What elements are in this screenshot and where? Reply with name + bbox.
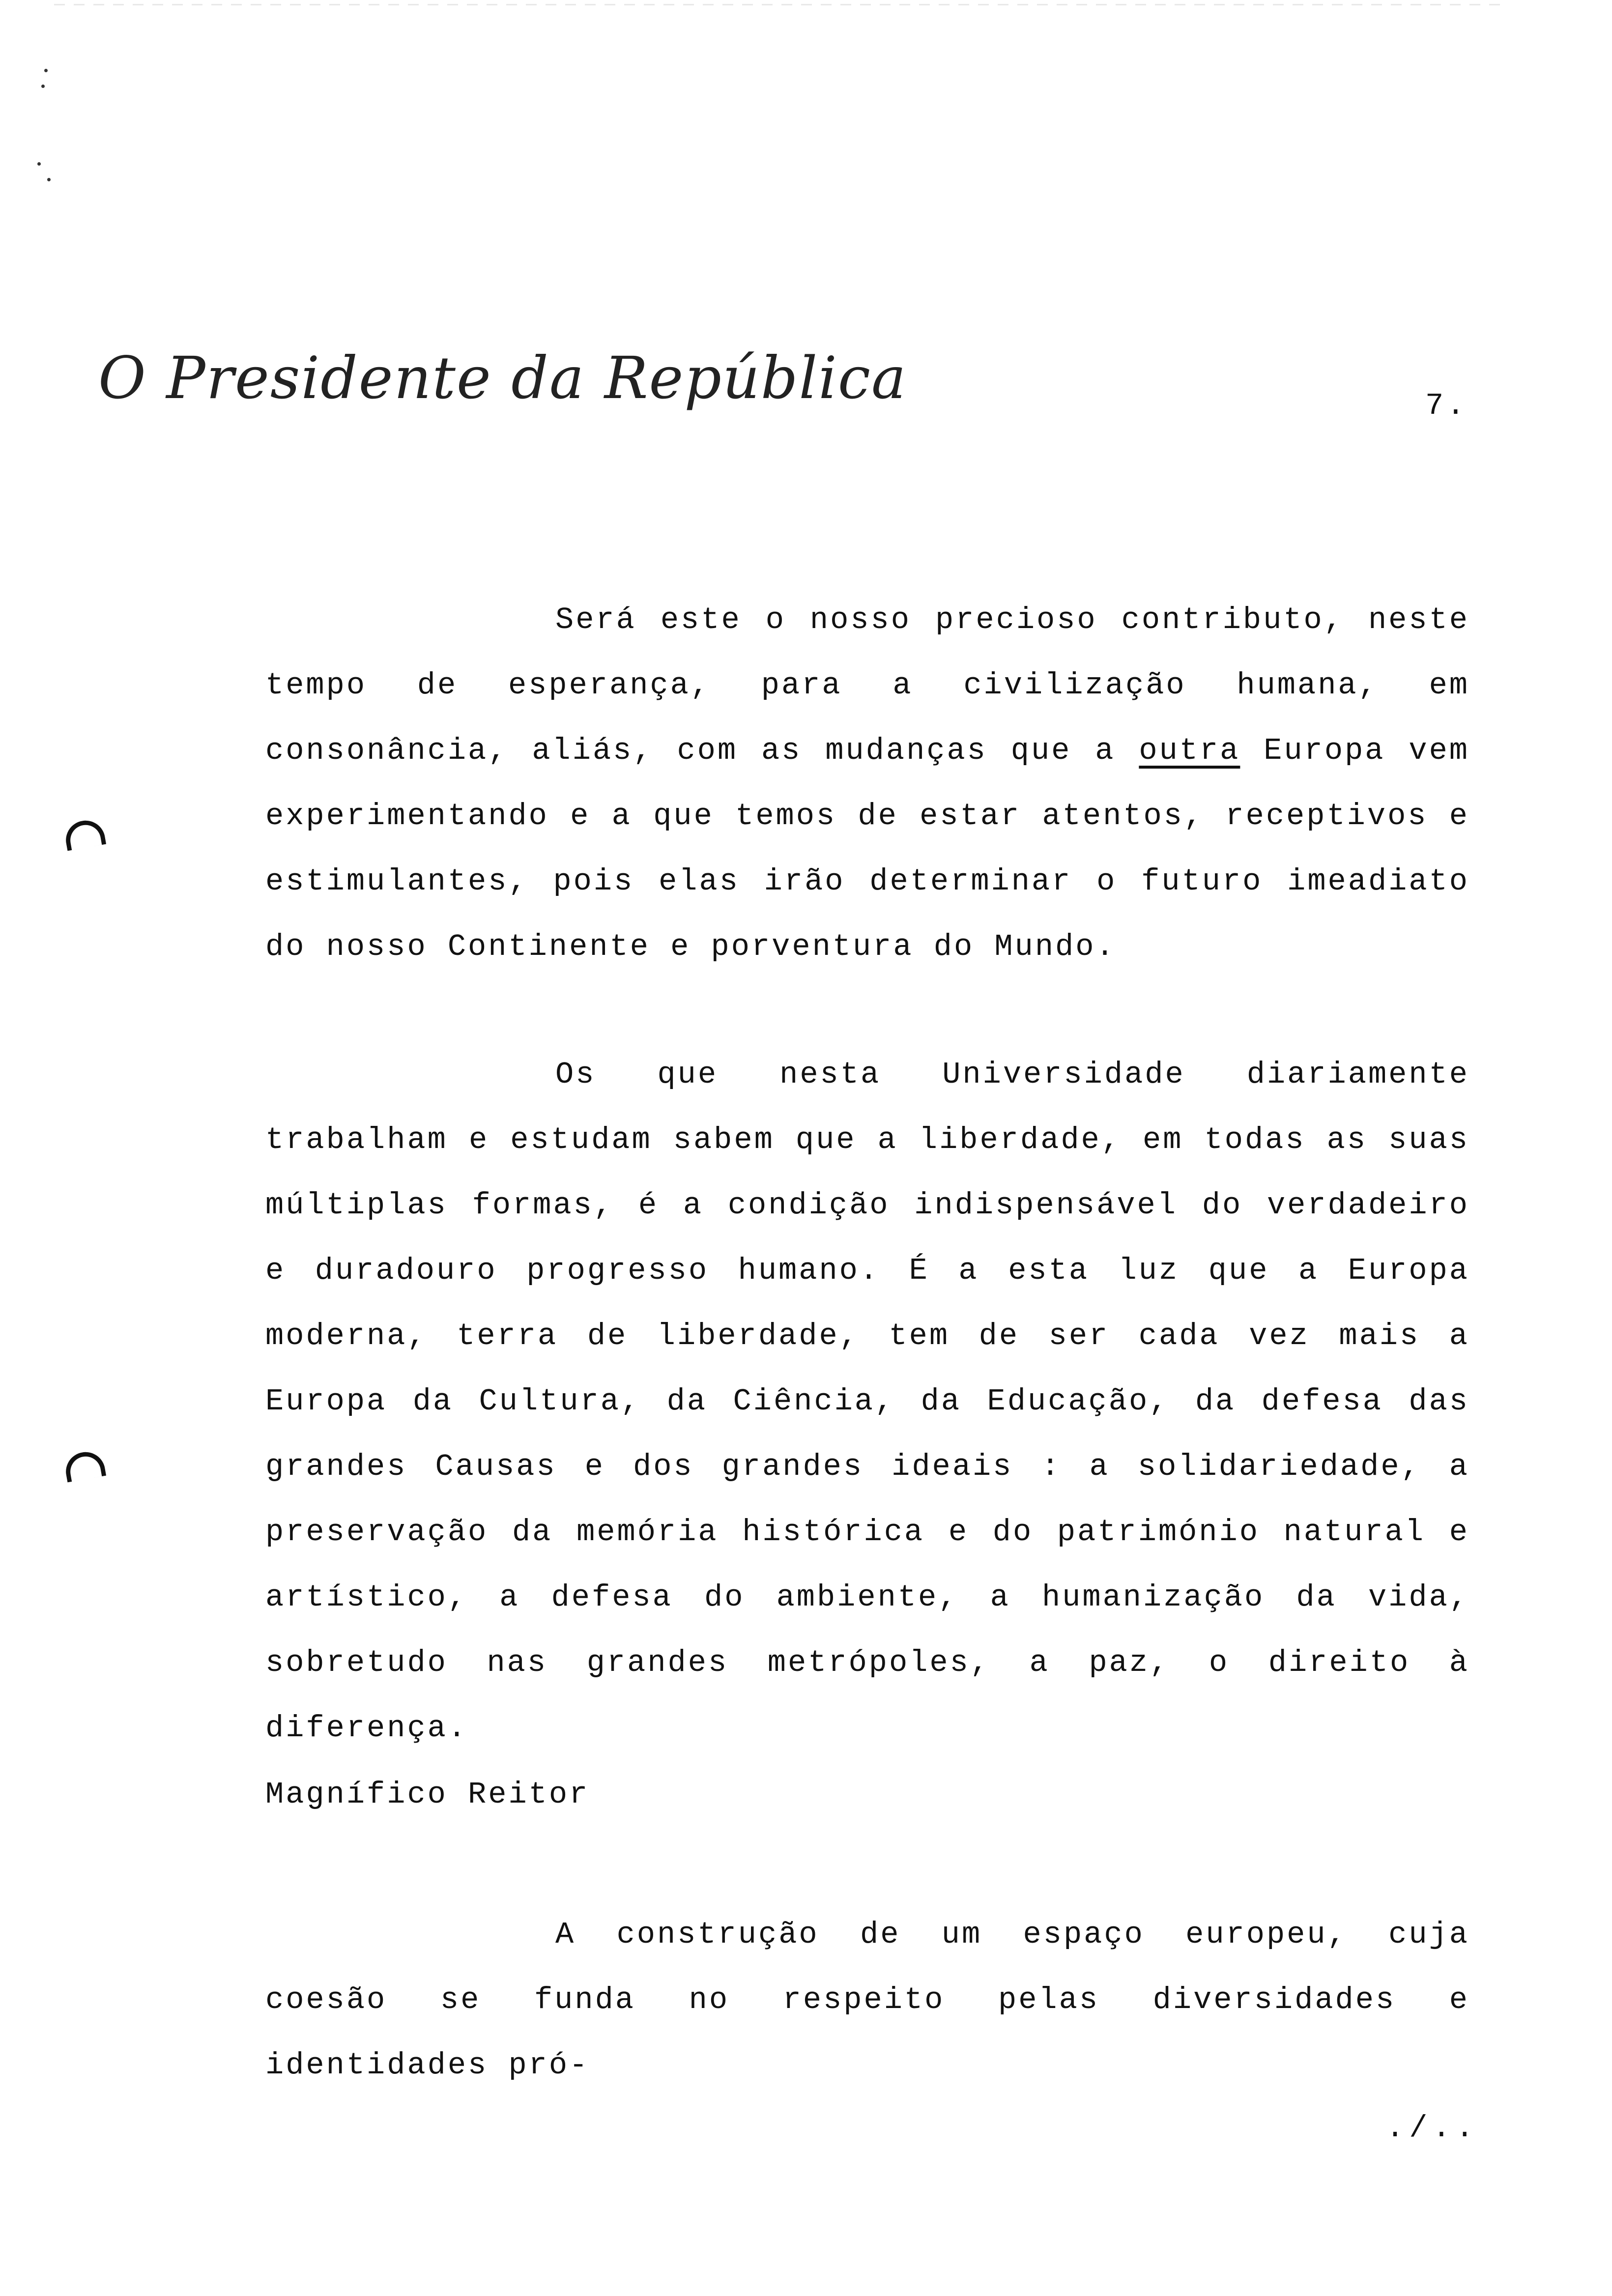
page-number: 7. <box>1425 388 1468 423</box>
paragraph-text: Os que nesta Universidade diariamente trabalham e estudam sabem que a liberdade, em todas as suas múltiplas formas, é a condição indispensável do verdadeiro e duradouro progresso humano. É a esta luz que a Europa moderna, terra de liberdade, tem de ser cada vez mais a Europa da Cultura, da Ciência, da Educação, da defesa das grandes Causas e dos grandes ideais : a solidariedade, a preservação da memória histórica e do património natural e artístico, a defesa do ambiente, a humanização da vida, sobretudo nas grandes metrópoles, a paz, o direito à diferença. <box>265 1057 1490 1746</box>
scan-artifact-dot <box>41 85 45 88</box>
underlined-word: outra <box>1139 733 1240 768</box>
paragraph-text: A construção de um espaço europeu, cuja coesão se funda no respeito pelas diversidades e identidades pró- <box>265 1917 1490 2083</box>
paragraph-text: Europa vem experimentando e a que temos de estar atentos, receptivos e estimulantes, pois elas irão determinar o futuro imeadiato do nosso Continente e porventura do Mundo. <box>265 733 1490 964</box>
scan-artifact-dot <box>44 69 48 72</box>
paragraph-european-space <box>265 1902 1490 2098</box>
continuation-marker: ./.. <box>1386 2111 1479 2146</box>
salutation: Magnífico Reitor <box>265 1777 590 1812</box>
margin-annotation-mark <box>63 817 106 851</box>
paragraph-contribution <box>265 587 1490 979</box>
paragraph-text: Será este o nosso precioso contributo, neste tempo de esperança, para a civilização humana, em consonância, aliás, com as mudanças que a <box>265 603 1490 768</box>
margin-annotation-mark <box>63 1449 106 1482</box>
letterhead-title: O Presidente da República <box>98 344 907 412</box>
scan-artifact-line <box>54 4 1504 5</box>
paragraph-liberty <box>265 1042 1490 1761</box>
scan-artifact-dot <box>47 178 51 181</box>
scan-artifact-dot <box>37 162 41 166</box>
